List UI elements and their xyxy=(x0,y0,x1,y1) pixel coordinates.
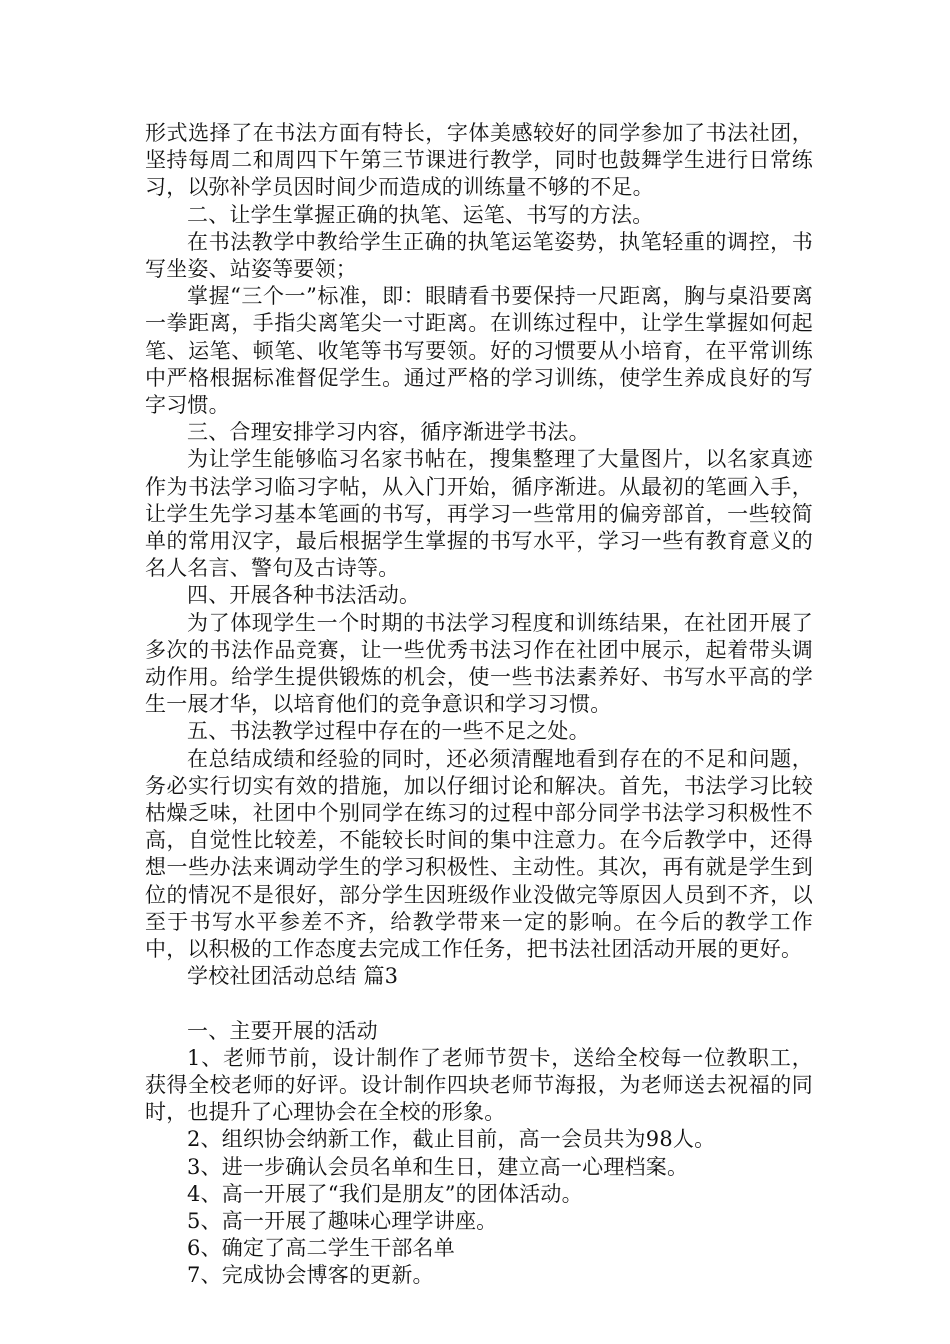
list-item: 5、高一开展了趣味心理学讲座。 xyxy=(187,1208,498,1233)
list-item: 2、组织协会纳新工作，截止目前，高一会员共为98人。 xyxy=(187,1127,716,1152)
article-title: 学校社团活动总结 篇3 xyxy=(187,964,399,989)
section-heading-5: 五、书法教学过程中存在的一些不足之处。 xyxy=(187,719,590,744)
paragraph-continued: 形式选择了在书法方面有特长，字体美感较好的同学参加了书法社团，坚持每周二和周四下午第三节课进行教学，同时也鼓舞学生进行日常练习，以弥补学员因时间少而造成的训练量不够的不足。 xyxy=(145,121,813,200)
section-heading-3: 三、合理安排学习内容，循序渐进学书法。 xyxy=(187,420,590,445)
paragraph: 在书法教学中教给学生正确的执笔运笔姿势，执笔轻重的调控，书写坐姿、站姿等要领； xyxy=(145,229,813,282)
paragraph: 为让学生能够临习名家书帖在，搜集整理了大量图片，以名家真迹作为书法学习临习字帖，从入门开始，循序渐进。从最初的笔画入手，让学生先学习基本笔画的书写，再学习一些常用的偏旁部首，一些较简单的常用汉字，最后根据学生掌握的书写水平，学习一些有教育意义的名人名言、警句及古诗等。 xyxy=(145,447,813,581)
list-item: 1、老师节前，设计制作了老师节贺卡，送给全校每一位教职工，获得全校老师的好评。设计制作四块老师节海报，为老师送去祝福的同时，也提升了心理协会在全校的形象。 xyxy=(145,1045,813,1125)
paragraph: 在总结成绩和经验的同时，还必须清醒地看到存在的不足和问题，务必实行切实有效的措施，加以仔细讨论和解决。首先，书法学习比较枯燥乏味，社团中个别同学在练习的过程中部分同学书法学习积极性不高，自觉性比较差，不能较长时间的集中注意力。在今后教学中，还得想一些办法来调动学生的学习积极性、主动性。其次，再有就是学生到位的情况不是很好，部分学生因班级作业没做完等原因人员到不齐，以至于书写水平参差不齐，给教学带来一定的影响。在今后的教学工作中，以积极的工作态度去完成工作任务，把书法社团活动开展的更好。 xyxy=(145,746,813,962)
list-item: 7、完成协会博客的更新。 xyxy=(187,1263,434,1288)
paragraph: 为了体现学生一个时期的书法学习程度和训练结果，在社团开展了多次的书法作品竞赛，让一些优秀书法习作在社团中展示，起着带头调动作用。给学生提供锻炼的机会，使一些书法素养好、书写水平高的学生一展才华，以培育他们的竞争意识和学习习惯。 xyxy=(145,610,813,717)
section-heading-4: 四、开展各种书法活动。 xyxy=(187,583,421,608)
list-item: 3、进一步确认会员名单和生日，建立高一心理档案。 xyxy=(187,1154,689,1179)
section-heading-1: 一、主要开展的活动 xyxy=(187,1018,378,1043)
list-item: 6、确定了高二学生干部名单 xyxy=(187,1236,455,1261)
document-body xyxy=(145,120,813,1290)
list-item: 4、高一开展了“我们是朋友”的团体活动。 xyxy=(187,1181,583,1206)
paragraph: 掌握“三个一”标准，即：眼睛看书要保持一尺距离，胸与桌沿要离一拳距离，手指尖离笔尖一寸距离。在训练过程中，让学生掌握如何起笔、运笔、顿笔、收笔等书写要领。好的习惯要从小培育，在平常训练中严格根据标准督促学生。通过严格的学习训练，使学生养成良好的写字习惯。 xyxy=(145,284,813,418)
blank-line xyxy=(145,991,813,1018)
section-heading-2: 二、让学生掌握正确的执笔、运笔、书写的方法。 xyxy=(187,202,654,227)
